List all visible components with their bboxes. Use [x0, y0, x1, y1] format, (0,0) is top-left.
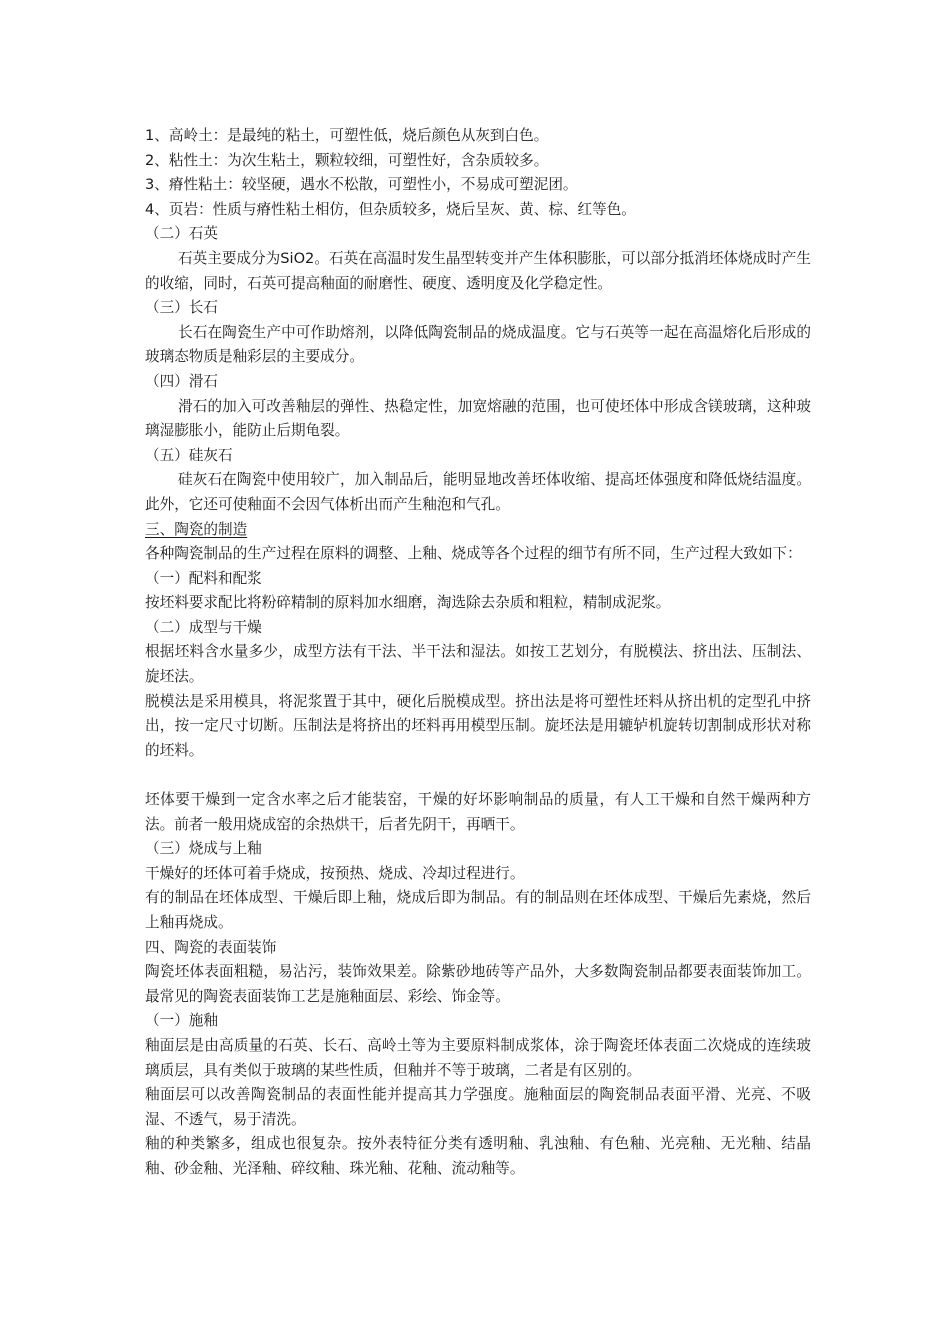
paragraph-feldspar: 长石在陶瓷生产中可作助熔剂，以降低陶瓷制品的烧成温度。它与石英等一起在高温熔化后形成的玻璃态物质是釉彩层的主要成分。	[145, 323, 811, 366]
list-item: 3、瘠性粘土：较坚硬，遇水不松散，可塑性小，不易成可塑泥团。	[145, 176, 578, 194]
paragraph-manufacturing-intro: 各种陶瓷制品的生产过程在原料的调整、上釉、烧成等各个过程的细节有所不同，生产过程大致如下：	[145, 545, 802, 563]
paragraph-quartz: 石英主要成分为SiO2。石英在高温时发生晶型转变并产生体积膨胀，可以部分抵消坯体烧成时产生的收缩，同时，石英可提高釉面的耐磨性、硬度、透明度及化学稳定性。	[145, 249, 811, 292]
paragraph-batching: 按坯料要求配比将粉碎精制的原料加水细磨，淘选除去杂质和粗粒，精制成泥浆。	[145, 594, 671, 612]
section-heading-glaze: （一）施釉	[145, 1012, 218, 1030]
list-item: 4、页岩：性质与瘠性粘土相仿，但杂质较多，烧后呈灰、黄、棕、红等色。	[145, 200, 636, 218]
section-heading-firing: （三）烧成与上釉	[145, 840, 262, 858]
document-body	[145, 124, 811, 1182]
paragraph-forming-methods: 脱模法是采用模具，将泥浆置于其中，硬化后脱模成型。挤出法是将可塑性坯料从挤出机的定型孔中挤出，按一定尺寸切断。压制法是将挤出的坯料再用模型压制。旋坯法是用辘轳机旋转切割制成形状对称的坯料。	[145, 692, 811, 759]
paragraph-forming: 根据坯料含水量多少，成型方法有干法、半干法和湿法。如按工艺划分，有脱模法、挤出法、压制法、旋坯法。	[145, 643, 811, 686]
section-heading-batching: （一）配料和配浆	[145, 569, 262, 587]
section-heading-forming: （二）成型与干燥	[145, 618, 262, 636]
paragraph-glazing: 有的制品在坯体成型、干燥后即上釉，烧成后即为制品。有的制品则在坯体成型、干燥后先素烧，然后上釉再烧成。	[145, 889, 811, 931]
paragraph-drying: 坯体要干燥到一定含水率之后才能装窑，干燥的好坏影响制品的质量，有人工干燥和自然干燥两种方法。前者一般用烧成窑的余热烘干，后者先阴干，再晒干。	[145, 791, 811, 833]
list-item: 2、粘性土：为次生粘土，颗粒较细，可塑性好，含杂质较多。	[145, 151, 549, 169]
paragraph-decoration-intro: 陶瓷坯体表面粗糙，易沾污，装饰效果差。除紫砂地砖等产品外，大多数陶瓷制品都要表面装饰加工。最常见的陶瓷表面装饰工艺是施釉面层、彩绘、饰金等。	[145, 963, 811, 1005]
paragraph-talc: 滑石的加入可改善釉层的弹性、热稳定性，加宽熔融的范围，也可使坯体中形成含镁玻璃，这种玻璃湿膨胀小，能防止后期龟裂。	[145, 397, 811, 440]
paragraph-glaze-2: 釉面层可以改善陶瓷制品的表面性能并提高其力学强度。施釉面层的陶瓷制品表面平滑、光亮、不吸湿、不透气，易于清洗。	[145, 1086, 811, 1128]
paragraph-glaze-1: 釉面层是由高质量的石英、长石、高岭土等为主要原料制成浆体，涂于陶瓷坯体表面二次烧成的连续玻璃质层，具有类似于玻璃的某些性质，但釉并不等于玻璃，二者是有区别的。	[145, 1036, 811, 1079]
section-heading-feldspar: （三）长石	[145, 299, 218, 317]
paragraph-firing: 干燥好的坯体可着手烧成，按预热、烧成、冷却过程进行。	[145, 864, 525, 882]
paragraph-glaze-3: 釉的种类繁多，组成也很复杂。按外表特征分类有透明釉、乳浊釉、有色釉、光亮釉、无光釉、结晶釉、砂金釉、光泽釉、碎纹釉、珠光釉、花釉、流动釉等。	[145, 1135, 811, 1177]
blank-line	[145, 763, 811, 788]
section-title-manufacturing: 三、陶瓷的制造	[145, 520, 248, 538]
section-heading-wollastonite: （五）硅灰石	[145, 446, 233, 464]
paragraph-wollastonite: 硅灰石在陶瓷中使用较广，加入制品后，能明显地改善坯体收缩、提高坯体强度和降低烧结温度。此外，它还可使釉面不会因气体析出而产生釉泡和气孔。	[145, 471, 811, 513]
section-heading-quartz: （二）石英	[145, 225, 218, 243]
list-item: 1、高岭土：是最纯的粘土，可塑性低，烧后颜色从灰到白色。	[145, 127, 549, 144]
section-heading-talc: （四）滑石	[145, 372, 218, 390]
section-title-decoration: 四、陶瓷的表面装饰	[145, 938, 277, 956]
